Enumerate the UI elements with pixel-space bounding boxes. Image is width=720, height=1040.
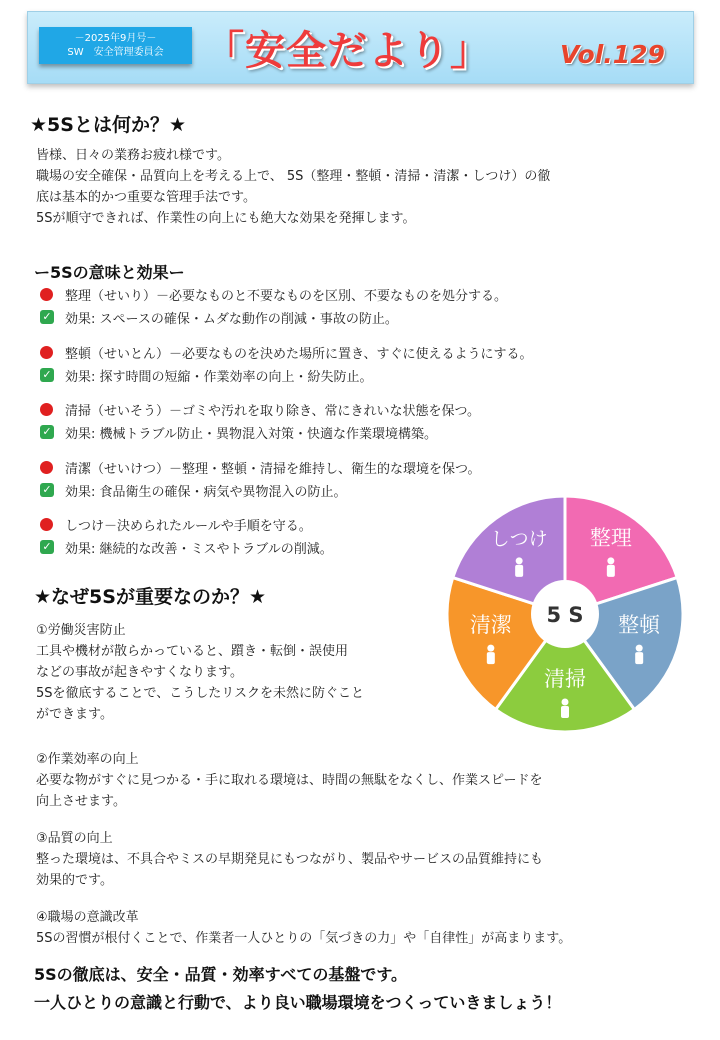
reason-line: 必要な物がすぐに見つかる・手に取れる環境は、時間の無駄をなくし、作業スピードを [36,773,543,788]
discard-icon [607,557,615,577]
bullet-icon [40,288,53,301]
checkbox-icon: ✓ [40,483,54,497]
reason-line: 5Sの習慣が根付くことで、作業者一人ひとりの「気づきの力」や「自律性」が高まります。 [36,931,572,946]
checkbox-icon: ✓ [40,540,54,554]
checkbox-icon: ✓ [40,425,54,439]
reason-line: 工具や機材が散らかっていると、躓き・転倒・誤使用 [36,644,349,659]
intro-text [36,145,550,229]
effect-item: ✓ 効果: 食品衛生の確保・病気や異物混入の防止。 [38,480,347,500]
wheel-segment-label: 整理 [589,525,632,550]
intro-line: 職場の安全確保・品質向上を考える上で、 5S（整理・整頓・清掃・清潔・しつけ）の徹 [36,169,551,184]
bullet-icon [40,461,53,474]
effect-item: ✓ 効果: 探す時間の短縮・作業効率の向上・紛失防止。 [38,365,373,385]
reason-line: ができます。 [36,707,113,722]
effect-item: ✓ 効果: 機械トラブル防止・異物混入対策・快適な作業環境構築。 [38,422,437,442]
reason-block [36,828,543,891]
newsletter-title: 「安全だより」 [204,27,491,74]
reason-title: ④職場の意識改革 [36,910,139,925]
sparkle-desk-icon [487,645,495,665]
issue-date: －2025年9月号－ [74,32,157,44]
wheel-segment-label: 整頓 [618,613,661,638]
meaning-item: しつけ－決められたルールや手順を守る。 [38,514,312,534]
wheel-segment-label: しつけ [490,527,548,550]
reason-title: ②作業効率の向上 [36,752,139,767]
intro-line: 皆様、日々の業務お疲れ様です。 [36,148,230,163]
intro-line: 5Sが順守できれば、作業性の向上にも絶大な効果を発揮します。 [36,211,416,226]
reason-line: 整った環境は、不具合やミスの早期発見にもつながり、製品やサービスの品質維持にも [36,852,544,867]
meaning-item: 清掃（せいそう）－ゴミや汚れを取り除き、常にきれいな状態を保つ。 [38,399,480,419]
reason-line: などの事故が起きやすくなります。 [36,665,243,680]
people-icon [515,557,523,577]
reason-line: 向上させます。 [36,794,126,809]
organize-icon [635,645,643,665]
intro-line: 底は基本的かつ重要な管理手法です。 [36,190,256,205]
reason-title: ①労働災害防止 [36,623,126,638]
volume-number: Vol.129 [560,40,665,69]
meaning-item: 整理（せいり）－必要なものと不要なものを区別、不要なものを処分する。 [38,284,507,304]
wheel-segment-label: 清潔 [469,613,512,638]
effect-item: ✓ 効果: 継続的な改善・ミスやトラブルの削減。 [38,537,333,557]
meaning-item: 清潔（せいけつ）－整理・整頓・清掃を維持し、衛生的な環境を保つ。 [38,457,480,477]
closing-line: 一人ひとりの意識と行動で、より良い職場環境をつくっていきましょう！ [34,993,562,1012]
committee-name: SW 安全管理委員会 [67,46,164,58]
wheel-center-label: 5 S [546,603,584,627]
closing-line: 5Sの徹底は、安全・品質・効率すべての基盤です。 [34,965,408,984]
reason-title: ③品質の向上 [36,831,113,846]
effect-item: ✓ 効果: スペースの確保・ムダな動作の削減・事故の防止。 [38,307,398,327]
section1-heading: ★5Sとは何か？★ [30,114,186,136]
bullet-icon [40,403,53,416]
reason-block [36,907,571,949]
checkbox-icon: ✓ [40,310,54,324]
section3-heading: ★なぜ5Sが重要なのか？★ [34,586,266,608]
bullet-icon [40,518,53,531]
broom-icon [561,699,569,719]
wheel-segment-label: 清掃 [544,667,586,691]
issue-label [39,27,192,64]
meaning-item: 整頓（せいとん）－必要なものを決めた場所に置き、すぐに使えるようにする。 [38,342,532,362]
section2-heading: ー5Sの意味と効果ー [34,263,185,282]
reason-line: 5Sを徹底することで、こうしたリスクを未然に防ぐこと [36,686,365,701]
five-s-wheel [445,494,685,734]
reason-line: 効果的です。 [36,873,113,888]
checkbox-icon: ✓ [40,368,54,382]
reason-block [36,749,542,812]
reason-block [36,620,364,725]
bullet-icon [40,346,53,359]
